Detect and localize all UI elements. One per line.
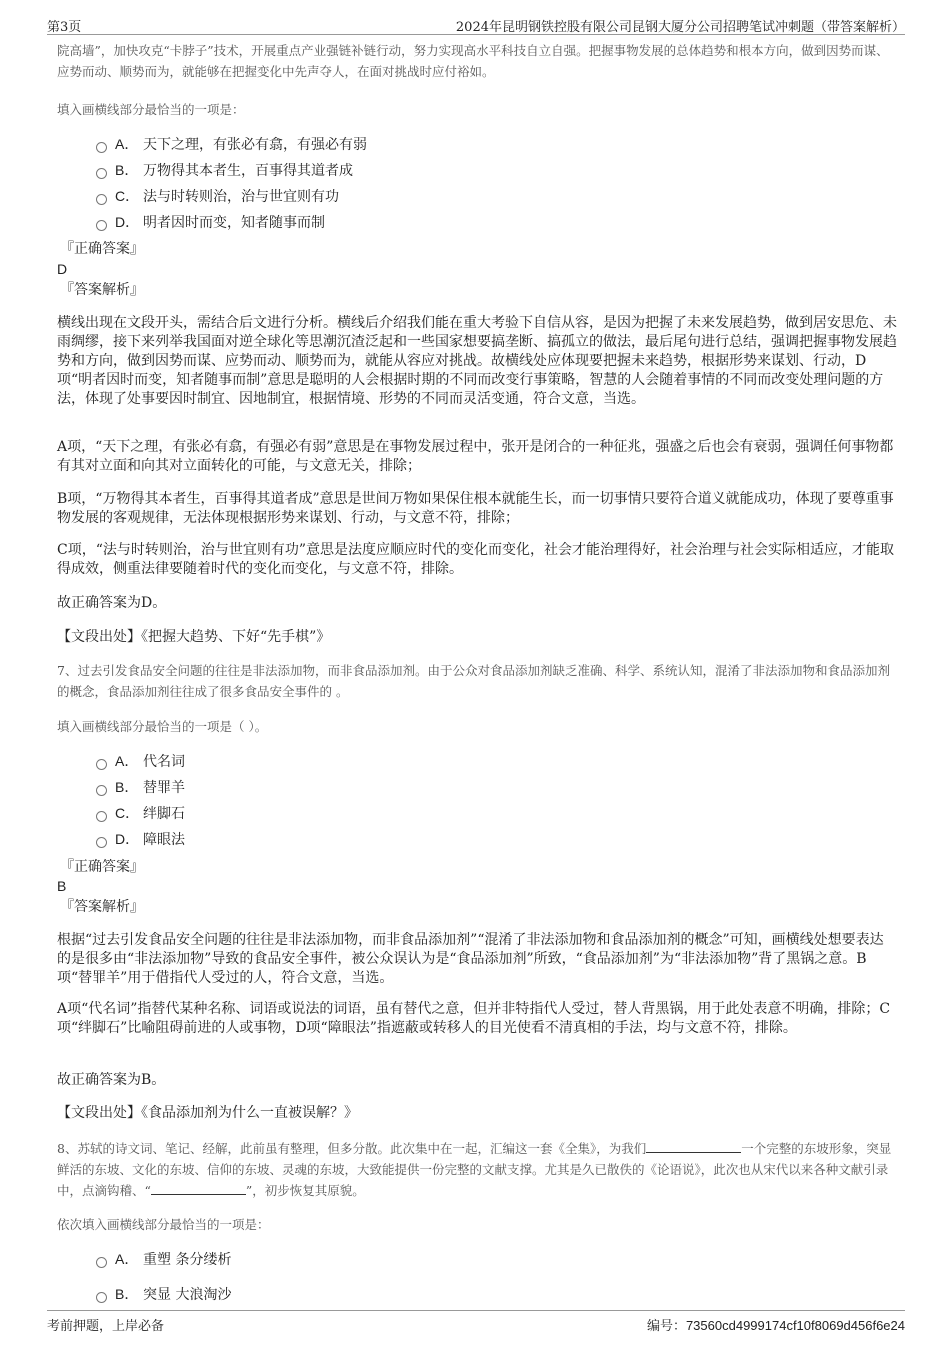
- q7-prompt: 填入画横线部分最恰当的一项是（ ）。: [57, 719, 268, 734]
- q6-passage-tail: 院高墙”，加快攻克“卡脖子”技术，开展重点产业强链补链行动，努力实现高水平科技自立自强。把握事物发展的总体趋势和根本方向，做到因势而谋、应势而动、顺势而为，就能够在把握变化中先声夺人，在面对挑战时应付裕如。: [57, 43, 889, 79]
- q6-analysis-3: B项，“万物得其本者生，百事得其道者成”意思是世间万物如果保住根本就能生长，而一切事情只要符合道义就能成功，体现了要尊重事物发展的客观规律，无法体现根据形势来谋划、行动，与文意不符，排除；: [57, 491, 894, 526]
- q7-answer-label: 『正确答案』: [60, 859, 144, 875]
- radio-icon[interactable]: [96, 194, 107, 205]
- q6-answer: D: [57, 261, 68, 277]
- q8-option-a[interactable]: A． 重塑 条分缕析: [96, 1249, 231, 1269]
- q7-answer: B: [57, 878, 67, 894]
- q8-blank-2: [151, 1182, 246, 1195]
- radio-icon[interactable]: [96, 811, 107, 822]
- q7-option-b[interactable]: B． 替罪羊: [96, 777, 185, 797]
- q6-option-d[interactable]: D． 明者因时而变，知者随事而制: [96, 212, 325, 232]
- radio-icon[interactable]: [96, 759, 107, 770]
- q6-analysis-5: 故正确答案为D。: [57, 595, 167, 611]
- q7-option-d[interactable]: D． 障眼法: [96, 829, 185, 849]
- document-id: 编号：73560cd4999174cf10f8069d456f6e24: [646, 1318, 905, 1334]
- page-number: 第3页: [47, 20, 82, 35]
- q7-analysis-1: 根据“过去引发食品安全问题的往往是非法添加物，而非食品添加剂”“混淆了非法添加物和食品添加剂的概念”可知，画横线处想要表达的是很多由“非法添加物”导致的食品安全事件，被公众误认为是“食品添加剂”所致，“食品添加剂”为“非法添加物”背了黑锅之意。B项“替罪羊”用于借指代人受过的人，符合文意，当选。: [57, 932, 884, 986]
- q7-stem: 7、过去引发食品安全问题的往往是非法添加物，而非食品添加剂。由于公众对食品添加剂缺乏准确、科学、系统认知，混淆了非法添加物和食品添加剂的概念，食品添加剂往往成了很多食品安全事件的 。: [57, 663, 890, 699]
- footer-slogan: 考前押题，上岸必备: [47, 1319, 165, 1334]
- q6-prompt: 填入画横线部分最恰当的一项是：: [57, 102, 245, 117]
- q6-analysis-label: 『答案解析』: [60, 282, 144, 298]
- radio-icon[interactable]: [96, 142, 107, 153]
- q7-analysis-label: 『答案解析』: [60, 899, 144, 915]
- page-footer: [47, 1310, 905, 1333]
- radio-icon[interactable]: [96, 220, 107, 231]
- q7-option-a[interactable]: A． 代名词: [96, 751, 185, 771]
- radio-icon[interactable]: [96, 785, 107, 796]
- radio-icon[interactable]: [96, 168, 107, 179]
- q8-blank-1: [646, 1140, 741, 1153]
- q7-source: 【文段出处】《食品添加剂为什么一直被误解？》: [57, 1105, 358, 1121]
- page-header: [47, 14, 905, 35]
- q8-stem: 8、苏轼的诗文词、笔记、经解，此前虽有整理，但多分散。此次集中在一起，汇编这一套《全集》，为我们 一个完整的东坡形象，突显鲜活的东坡、文化的东坡、信仰的东坡、灵魂的东坡，大致能提供一份完整的文献支撑。尤其是久已散佚的《论语说》，此次也从宋代以来各种文献引录中，点滴钩稽、“ ”，初步恢复其原貌。: [57, 1141, 892, 1198]
- q7-analysis-3: 故正确答案为B。: [57, 1072, 166, 1088]
- radio-icon[interactable]: [96, 837, 107, 848]
- q8-prompt: 依次填入画横线部分最恰当的一项是：: [57, 1217, 270, 1232]
- q6-answer-label: 『正确答案』: [60, 241, 144, 257]
- q6-option-b[interactable]: B． 万物得其本者生，百事得其道者成: [96, 160, 353, 180]
- q7-option-c[interactable]: C． 绊脚石: [96, 803, 185, 823]
- radio-icon[interactable]: [96, 1257, 107, 1268]
- radio-icon[interactable]: [96, 1292, 107, 1303]
- q6-analysis-2: A项，“天下之理，有张必有翕，有强必有弱”意思是在事物发展过程中，张开是闭合的一种征兆，强盛之后也会有衰弱，强调任何事物都有其对立面和向其对立面转化的可能，与文意无关，排除；: [57, 439, 894, 474]
- q6-option-c[interactable]: C． 法与时转则治，治与世宜则有功: [96, 186, 339, 206]
- q8-option-b[interactable]: B． 突显 大浪淘沙: [96, 1284, 231, 1304]
- q6-analysis-1: 横线出现在文段开头，需结合后文进行分析。横线后介绍我们能在重大考验下自信从容，是因为把握了未来发展趋势，做到居安思危、未雨绸缪，接下来列举我国面对逆全球化等思潮沉渣泛起和一些国家想要搞垄断、搞孤立的做法，最后尾句进行总结，强调把握事物发展趋势和方向，做到因势而谋、应势而动、顺势而为，就能从容应对挑战。故横线处应体现要把握未来趋势，根据形势来谋划、行动，D项“明者因时而变，知者随事而制”意思是聪明的人会根据时期的不同而改变行事策略，智慧的人会随着事情的不同而改变处理问题的方法，体现了处事要因时制宜、因地制宜，根据情境、形势的不同而灵活变通，符合文意，当选。: [57, 315, 897, 407]
- q7-analysis-2: A项“代名词”指替代某种名称、词语或说法的词语，虽有替代之意，但并非特指代人受过，替人背黑锅，用于此处表意不明确，排除；C项“绊脚石”比喻阻碍前进的人或事物，D项“障眼法”指遮蔽或转移人的目光使看不清真相的手法，均与文意不符，排除。: [57, 1001, 891, 1036]
- q6-option-a[interactable]: A． 天下之理，有张必有翕，有强必有弱: [96, 134, 367, 154]
- q6-analysis-4: C项，“法与时转则治，治与世宜则有功”意思是法度应顺应时代的变化而变化，社会才能治理得好，社会治理与社会实际相适应，才能取得成效，侧重法律要随着时代的变化而变化，与文意不符，排除。: [57, 542, 895, 577]
- q6-source: 【文段出处】《把握大趋势、下好“先手棋”》: [57, 629, 331, 645]
- document-title: 2024年昆明钢铁控股有限公司昆钢大厦分公司招聘笔试冲刺题（带答案解析）: [455, 20, 905, 35]
